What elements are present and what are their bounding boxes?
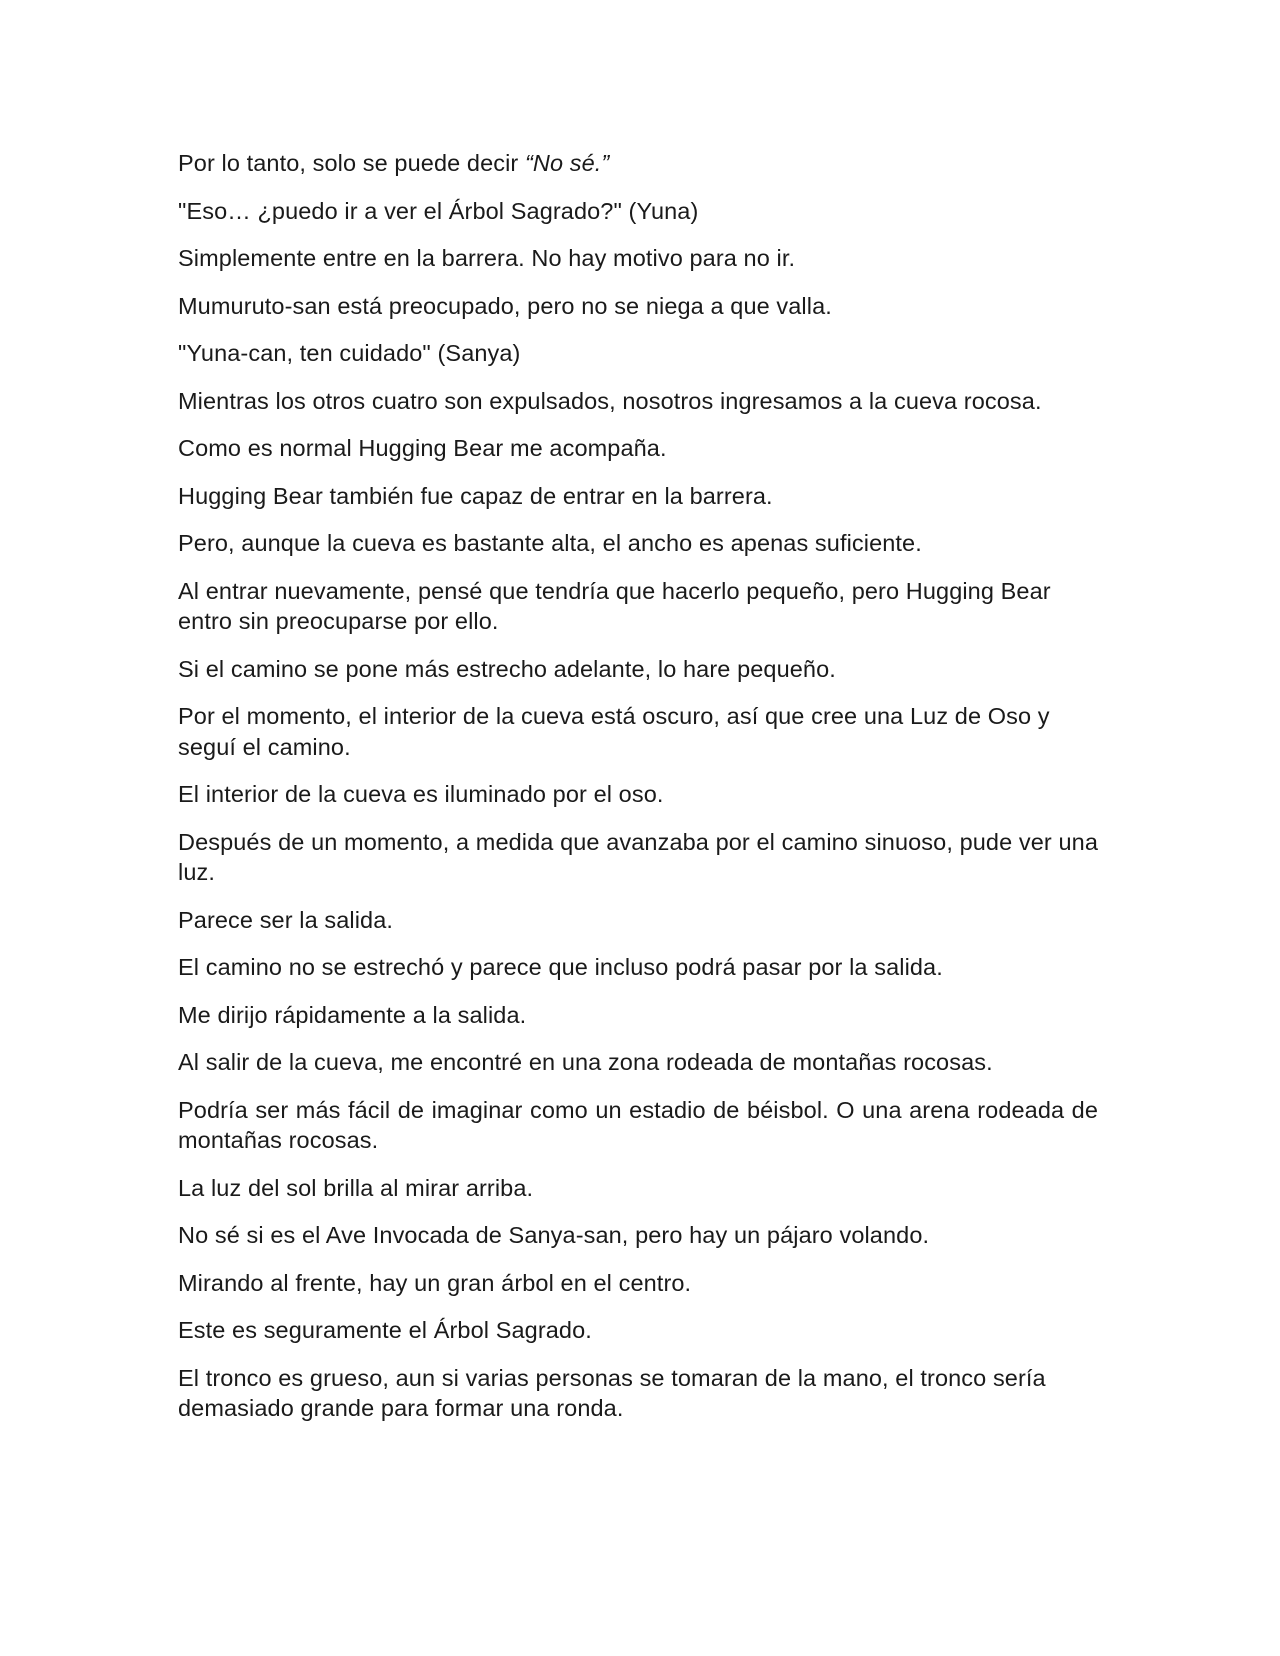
paragraph-21: No sé si es el Ave Invocada de Sanya-san, pero hay un pájaro volando.: [178, 1222, 930, 1248]
paragraph-18: Al salir de la cueva, me encontré en una zona rodeada de montañas rocosas.: [178, 1049, 993, 1075]
paragraph-1-text: Por lo tanto, solo se puede decir: [178, 150, 525, 176]
paragraph-8: Hugging Bear también fue capaz de entrar en la barrera.: [178, 482, 773, 509]
paragraph-17: Me dirijo rápidamente a la salida.: [178, 1001, 527, 1028]
paragraph-4: Mumuruto-san está preocupado, pero no se niega a que valla.: [178, 292, 832, 319]
paragraph-9: Pero, aunque la cueva es bastante alta, el ancho es apenas suficiente.: [178, 530, 922, 556]
document-body: [178, 148, 1098, 1441]
paragraph-15: Parece ser la salida.: [178, 906, 394, 933]
paragraph-6: Mientras los otros cuatro son expulsados, nosotros ingresamos a la cueva rocosa.: [178, 387, 1042, 414]
paragraph-13: El interior de la cueva es iluminado por el oso.: [178, 781, 664, 807]
paragraph-2: "Eso… ¿puedo ir a ver el Árbol Sagrado?" (Yuna): [178, 197, 699, 224]
paragraph-14: Después de un momento, a medida que avanzaba por el camino sinuoso, pude ver una luz.: [178, 828, 1098, 885]
paragraph-11: Si el camino se pone más estrecho adelante, lo hare pequeño.: [178, 655, 836, 682]
paragraph-24: El tronco es grueso, aun si varias personas se tomaran de la mano, el tronco sería demasiado grande para formar una ronda.: [178, 1364, 1046, 1421]
paragraph-1-italic: “No sé.”: [524, 150, 610, 176]
paragraph-22: Mirando al frente, hay un gran árbol en el centro.: [178, 1269, 692, 1296]
paragraph-3: Simplemente entre en la barrera. No hay motivo para no ir.: [178, 245, 796, 271]
paragraph-1: [178, 148, 1098, 179]
paragraph-19: Podría ser más fácil de imaginar como un estadio de béisbol. O una arena rodeada de montañas rocosas.: [178, 1096, 1098, 1153]
paragraph-7: Como es normal Hugging Bear me acompaña.: [178, 435, 667, 461]
paragraph-16: El camino no se estrechó y parece que incluso podrá pasar por la salida.: [178, 954, 943, 980]
paragraph-12: Por el momento, el interior de la cueva está oscuro, así que cree una Luz de Oso y seguí el camino.: [178, 703, 1050, 760]
paragraph-23: Este es seguramente el Árbol Sagrado.: [178, 1317, 592, 1343]
paragraph-5: "Yuna-can, ten cuidado" (Sanya): [178, 340, 521, 366]
paragraph-10: Al entrar nuevamente, pensé que tendría que hacerlo pequeño, pero Hugging Bear entro sin preocuparse por ello.: [178, 577, 1051, 634]
paragraph-20: La luz del sol brilla al mirar arriba.: [178, 1174, 534, 1201]
